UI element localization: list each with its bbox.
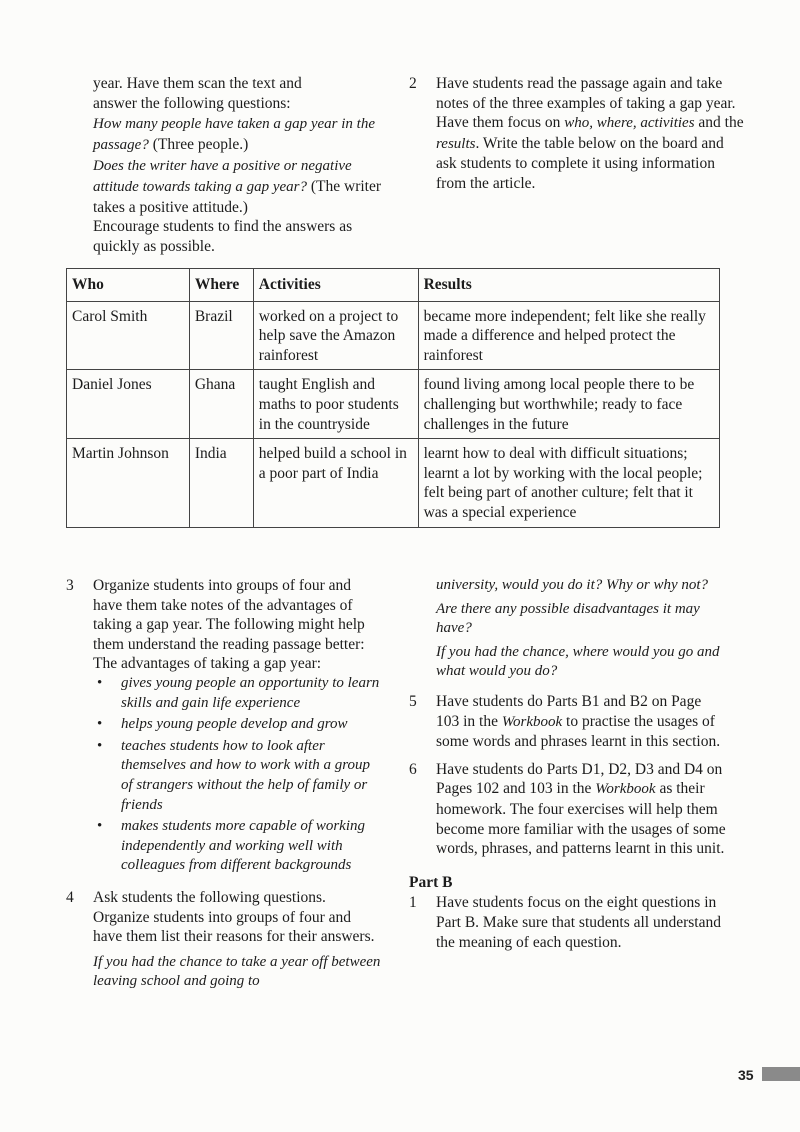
list-item-text: gives young people an opportunity to learn skills and gain life experience	[121, 674, 380, 711]
part-b-heading: Part B	[409, 873, 453, 891]
bottom-left-column	[66, 576, 384, 992]
item-6-text	[436, 760, 727, 859]
item-2-focus: who, where, activities	[564, 115, 695, 132]
bullet-dot: •	[97, 716, 103, 733]
cell-results: became more independent; felt like she really made a difference and helped protect the rainforest	[418, 301, 719, 370]
item-5-text-b: to practise the usages of some words and phrases learnt in this section.	[436, 712, 721, 751]
list-item-text: helps young people develop and grow	[121, 716, 348, 733]
header-who: Who	[67, 269, 190, 302]
bottom-right-column	[409, 576, 727, 952]
question-2	[93, 156, 391, 217]
table-row	[67, 370, 720, 439]
question-chance: If you had the chance, where would you go and what would you do?	[436, 643, 720, 680]
question-1-text: How many people have taken a gap year in the passage?	[93, 116, 376, 153]
question-2-answer: (The writer takes a positive attitude.)	[93, 177, 382, 216]
item-3-number: 3	[66, 577, 74, 594]
item-4	[66, 888, 384, 992]
cell-where: India	[189, 439, 253, 527]
list-item	[97, 737, 384, 815]
advantages-list	[66, 674, 384, 876]
bullet-dot: •	[97, 674, 103, 691]
list-item-text: makes students more capable of working independently and working well with colleagues from different backgrounds	[121, 818, 365, 874]
item-3-text: Organize students into groups of four and have them take notes of the advantages of taking a gap year. The following might help them understand the reading passage better:	[93, 577, 365, 653]
item-5	[409, 692, 727, 752]
intro-line-2: answer the following questions:	[93, 94, 291, 112]
list-item	[97, 715, 384, 735]
item-3	[66, 576, 384, 674]
cell-where: Brazil	[189, 301, 253, 370]
page-number: 35	[738, 1067, 754, 1083]
cell-where: Ghana	[189, 370, 253, 439]
bullet-dot: •	[97, 737, 103, 754]
cell-results: found living among local people there to be challenging but worthwhile; ready to face challenges in the future	[418, 370, 719, 439]
item-2-number: 2	[409, 75, 417, 92]
list-item	[97, 817, 384, 876]
table-row	[67, 301, 720, 370]
gap-year-table	[66, 268, 720, 528]
list-item	[97, 674, 384, 713]
question-1	[93, 114, 391, 155]
item-6	[409, 760, 727, 859]
item-2-results: results	[436, 135, 476, 152]
table-header-row	[67, 269, 720, 302]
item-2-text-c: . Write the table below on the board and ask students to complete it using information from the article.	[436, 134, 724, 192]
cell-activities: helped build a school in a poor part of India	[253, 439, 418, 527]
item-2-text-b: and the	[694, 114, 744, 132]
item-4-question-1: If you had the chance to take a year off between leaving school and going to	[93, 953, 381, 990]
header-results: Results	[418, 269, 719, 302]
header-activities: Activities	[253, 269, 418, 302]
part-b-item-1-text: Have students focus on the eight questions in Part B. Make sure that students all understand the meaning of each question.	[436, 894, 721, 951]
discussion-questions	[409, 576, 727, 682]
part-b-item-1	[409, 893, 727, 952]
encourage-text: Encourage students to find the answers as quickly as possible.	[93, 218, 353, 255]
workbook-title: Workbook	[501, 713, 563, 730]
intro-line-1: year. Have them scan the text and	[93, 75, 302, 92]
header-where: Where	[189, 269, 253, 302]
question-2-text: Does the writer have a positive or negative attitude towards taking a gap year?	[93, 158, 352, 195]
question-1-answer: (Three people.)	[148, 135, 249, 153]
question-cont: university, would you do it? Why or why not?	[436, 577, 709, 593]
list-item-text: teaches students how to look after themselves and how to work with a group of strangers without the help of family or friends	[121, 737, 371, 813]
question-disadvantages: Are there any possible disadvantages it may have?	[436, 600, 700, 637]
cell-who: Daniel Jones	[67, 370, 190, 439]
cell-activities: worked on a project to help save the Amazon rainforest	[253, 301, 418, 370]
item-6-number: 6	[409, 760, 417, 778]
cell-activities: taught English and maths to poor students in the countryside	[253, 370, 418, 439]
advantages-label: The advantages of taking a gap year:	[93, 655, 322, 673]
table-row	[67, 439, 720, 527]
item-5-text-a: Have students do Parts B1 and B2 on Page 103 in the	[436, 692, 702, 730]
part-b-item-1-number: 1	[409, 894, 417, 912]
item-4-text: Ask students the following questions. Organize students into groups of four and have them list their reasons for their answers.	[93, 888, 375, 946]
workbook-title: Workbook	[595, 781, 656, 798]
page-number-bar	[762, 1067, 800, 1081]
cell-who: Martin Johnson	[67, 439, 190, 527]
item-6-text-a: Have students do Parts D1, D2, D3 and D4 on Pages 102 and 103 in the	[436, 760, 723, 798]
item-2-text	[436, 74, 748, 194]
item-2-text-a: Have students read the passage again and take notes of the three examples of taking a gap year. Have them focus on	[436, 75, 736, 132]
item-2	[409, 74, 748, 194]
item-5-text	[436, 692, 727, 752]
item-6-text-b: as their homework. The four exercises will help them become more familiar with the usages of some words, phrases, and patterns learnt in this unit.	[436, 780, 726, 858]
item-5-number: 5	[409, 692, 417, 710]
item-4-number: 4	[66, 888, 74, 906]
cell-results: learnt how to deal with difficult situations; learnt a lot by working with the local people; felt being part of another culture; felt that it was a special experience	[418, 439, 719, 527]
cell-who: Carol Smith	[67, 301, 190, 370]
top-left-column	[93, 74, 391, 256]
bullet-dot: •	[97, 818, 103, 835]
